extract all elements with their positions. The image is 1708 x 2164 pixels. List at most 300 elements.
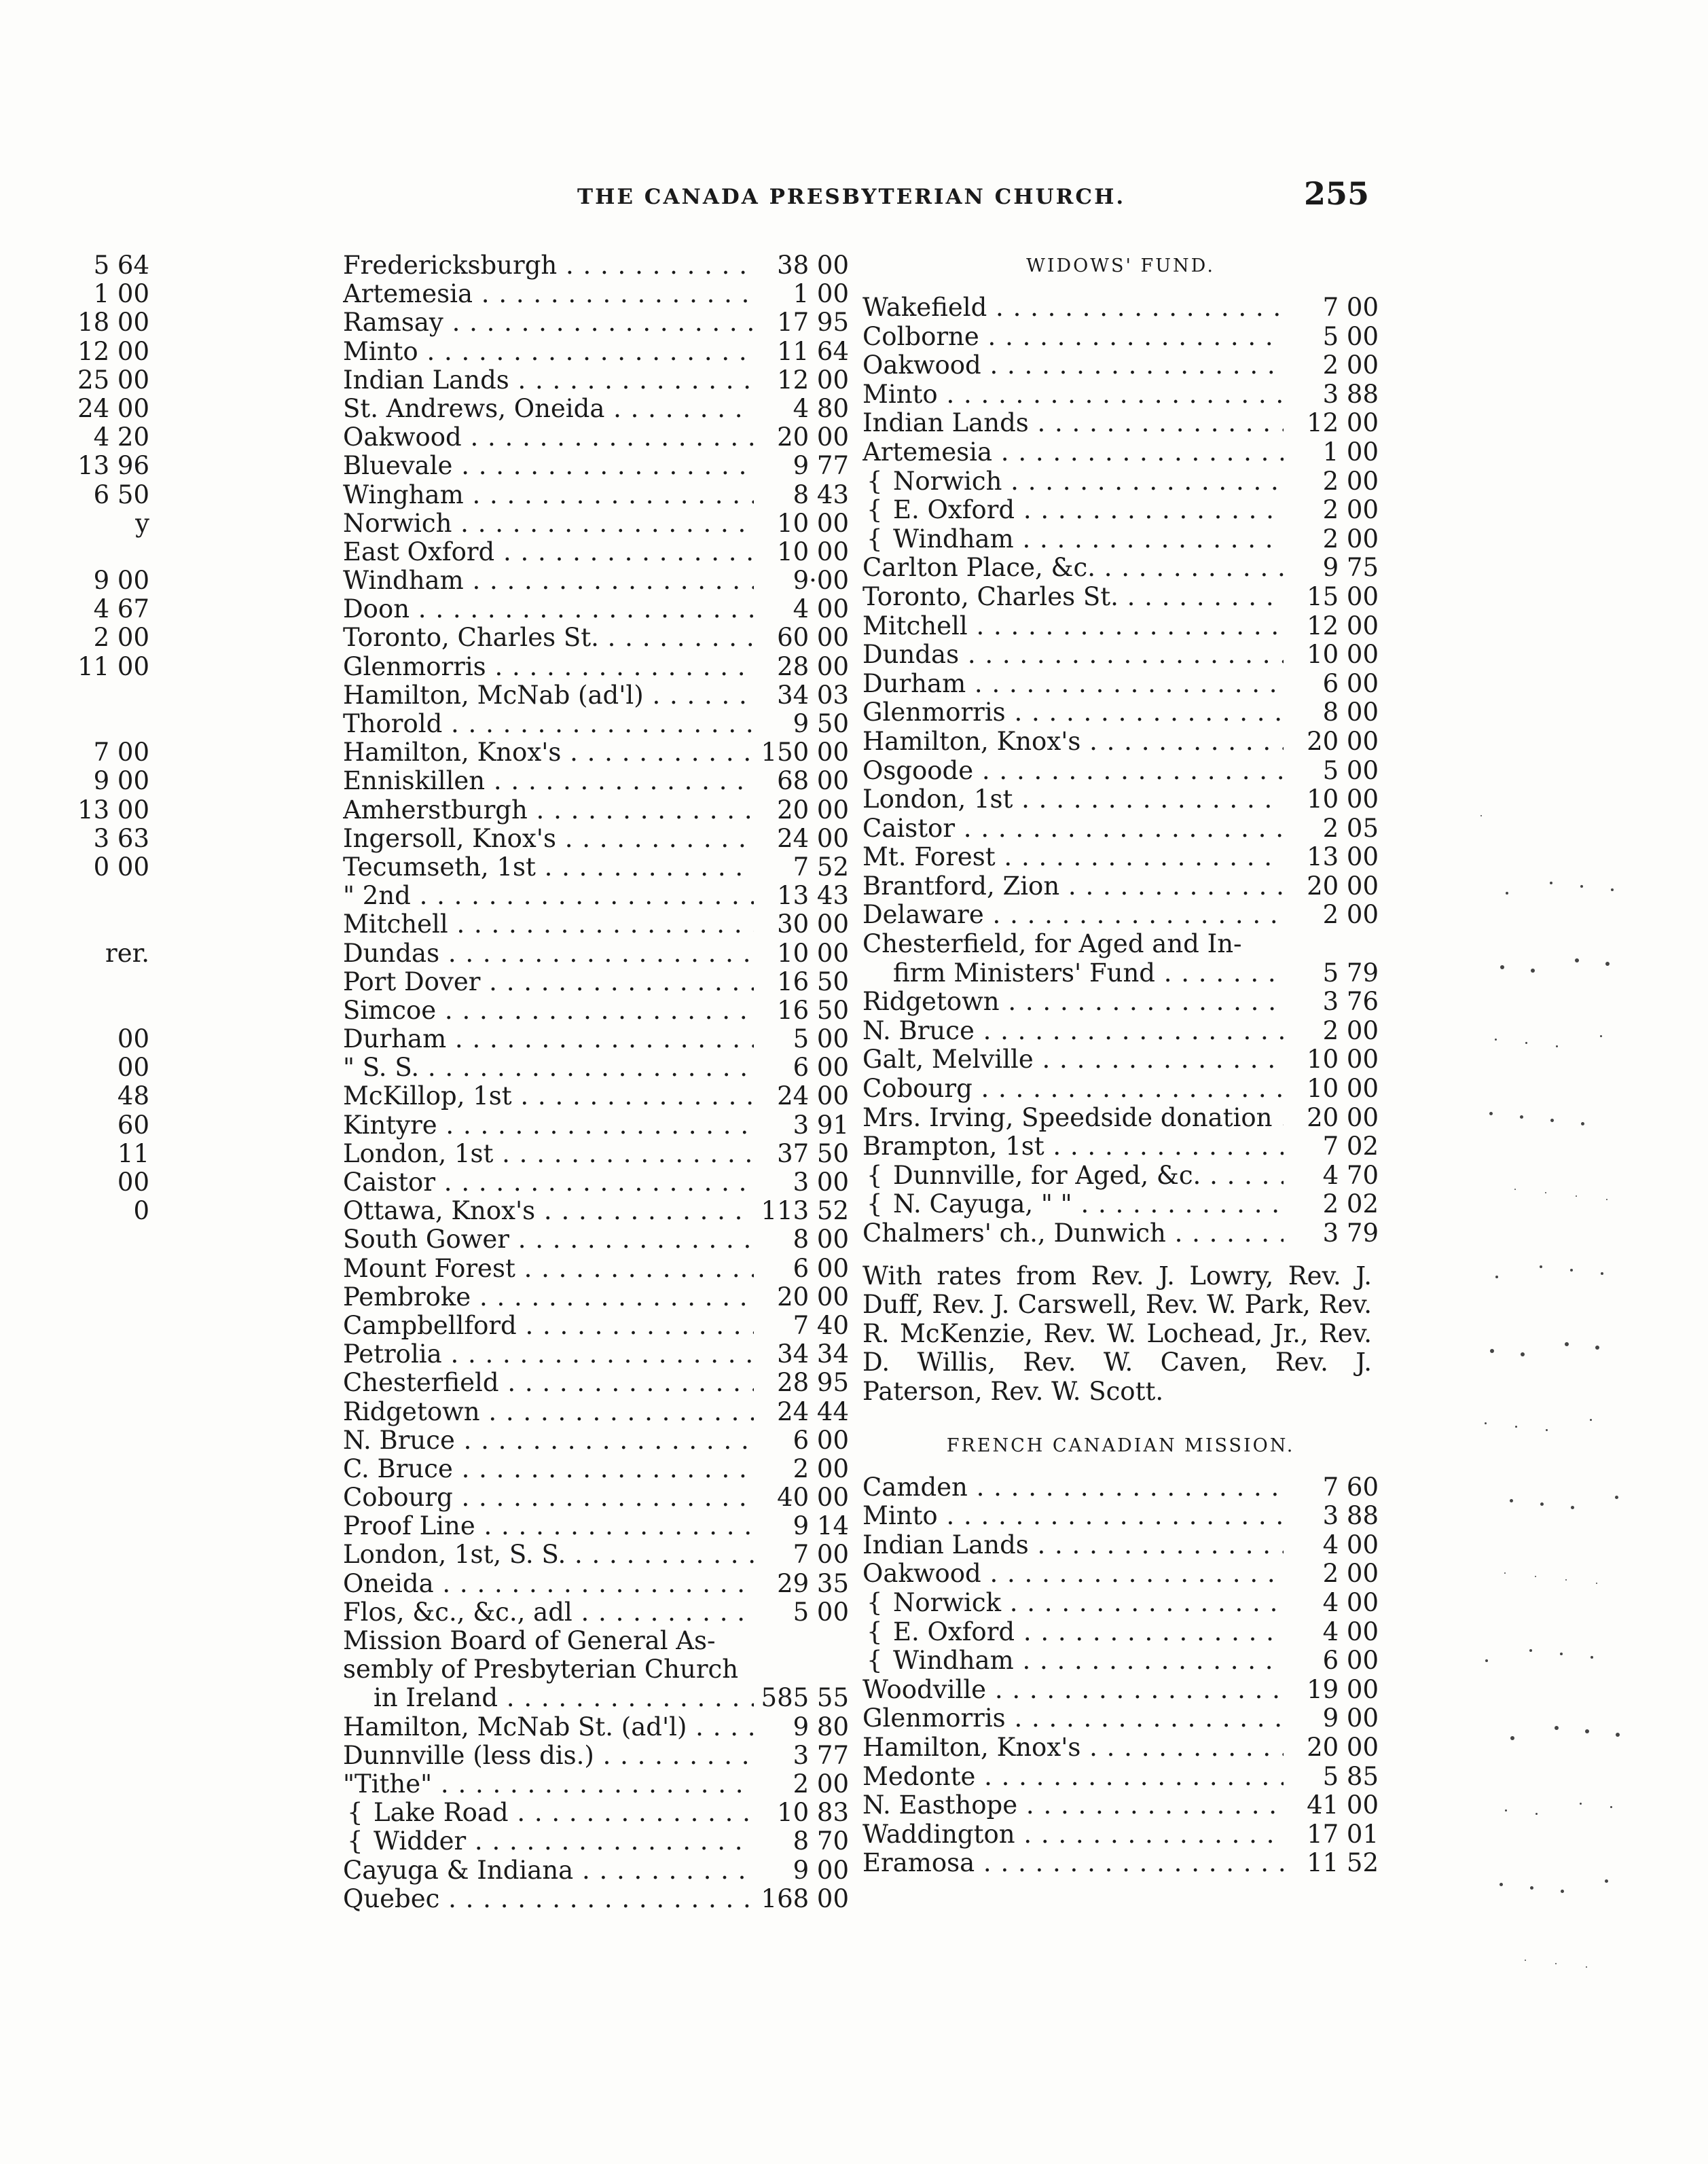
entry-name: Minto . . . — [862, 1502, 1284, 1531]
entry-amount: 3 79 — [1322, 1219, 1379, 1248]
entry-name: Oakwood . . . — [343, 423, 754, 452]
entry-name: Caistor . . . — [343, 1168, 754, 1197]
entry-name: Hamilton, Knox's . . . — [343, 738, 754, 767]
entry-name: { N. Cayuga, " " . . . — [862, 1190, 1284, 1219]
entry-amount: 4 00 — [793, 594, 849, 624]
ledger-row — [343, 1426, 849, 1455]
ledger-row — [343, 452, 849, 480]
ledger-row — [343, 423, 849, 452]
entry-amount: 5 85 — [1322, 1761, 1379, 1791]
entry-name: Toronto, Charles St. . . . — [862, 583, 1284, 612]
entry-name: Caistor . . . — [862, 814, 1284, 844]
entry-amount: 12 00 — [1307, 408, 1379, 438]
speck — [1521, 1352, 1525, 1356]
speck — [1565, 1579, 1567, 1581]
entry-name: in Ireland . . . — [343, 1684, 754, 1712]
speck — [1585, 1729, 1589, 1733]
ledger-row — [343, 509, 849, 538]
speck — [1601, 1272, 1603, 1275]
entry-name: Durham . . . — [862, 670, 1284, 699]
ledger-row — [862, 1763, 1379, 1792]
entry-name: { Windham . . . — [862, 1646, 1284, 1676]
ledger-row — [343, 1197, 849, 1225]
ledger-row — [343, 566, 849, 595]
ledger-row — [343, 1570, 849, 1598]
entry-name: Waddington . . . — [862, 1820, 1284, 1850]
entry-name: Carlton Place, &c. . . . — [862, 554, 1284, 583]
speck — [1581, 1122, 1584, 1125]
entry-name: Durham . . . — [343, 1025, 754, 1053]
entry-amount: 3 00 — [793, 1168, 849, 1197]
entry-amount: 10 00 — [1307, 640, 1379, 670]
ledger-row — [343, 1369, 849, 1397]
entry-amount: 17 95 — [777, 308, 849, 338]
entry-amount: 17 01 — [1307, 1819, 1379, 1849]
ledger-row — [343, 1053, 849, 1082]
entry-amount: 2 00 — [1322, 350, 1379, 380]
entry-amount: 20 00 — [1307, 726, 1379, 756]
speck — [1605, 962, 1610, 966]
entry-amount: 9 50 — [793, 709, 849, 738]
entry-amount: 2 00 — [1322, 495, 1379, 525]
entry-name: St. Andrews, Oneida . . . — [343, 395, 754, 423]
entry-amount: 4 00 — [1322, 1587, 1379, 1617]
entry-amount: 7 60 — [1322, 1472, 1379, 1502]
entry-amount: 4 70 — [1322, 1160, 1379, 1190]
ledger-row — [862, 641, 1379, 670]
speck — [1485, 1422, 1487, 1424]
entry-amount: 4 80 — [793, 393, 849, 423]
entry-name: Doon . . . — [343, 595, 754, 624]
ledger-row — [343, 1684, 849, 1712]
entry-name: " 2nd . . . — [343, 882, 754, 910]
speck — [1536, 1813, 1538, 1815]
ledger-row — [343, 1111, 849, 1140]
entry-name: sembly of Presbyterian Church — [343, 1655, 739, 1684]
speck — [1596, 1583, 1597, 1584]
speck — [1616, 1733, 1620, 1737]
speck — [1510, 1499, 1513, 1502]
ledger-row — [862, 843, 1379, 872]
entry-amount: 20 00 — [777, 422, 849, 452]
entry-amount: 113 52 — [761, 1196, 849, 1226]
speck — [1514, 1189, 1516, 1190]
margin-amount: 7 00 — [93, 738, 149, 768]
entry-amount: 68 00 — [777, 766, 849, 796]
ledger-row — [862, 351, 1379, 380]
entry-name: Mitchell . . . — [343, 910, 754, 939]
entry-name: Dundas . . . — [343, 939, 754, 968]
entry-name: Hamilton, Knox's . . . — [862, 1733, 1284, 1763]
entry-amount: 28 00 — [777, 651, 849, 681]
speck — [1611, 888, 1614, 891]
margin-amount: 24 00 — [77, 393, 149, 423]
margin-amount: 18 00 — [77, 308, 149, 338]
ledger-row — [343, 538, 849, 566]
speck — [1605, 1879, 1608, 1883]
entry-amount: 4 00 — [1322, 1530, 1379, 1559]
ledger-row — [862, 1132, 1379, 1161]
speck — [1555, 1726, 1559, 1730]
entry-amount: 15 00 — [1307, 581, 1379, 611]
ledger-row — [343, 853, 849, 882]
ledger-row — [343, 825, 849, 853]
ledger-row — [343, 653, 849, 681]
ledger-row — [862, 785, 1379, 814]
entry-name: Ridgetown . . . — [343, 1398, 754, 1426]
ledger-row — [343, 481, 849, 509]
entry-name: { E. Oxford . . . — [862, 1618, 1284, 1647]
entry-name: " S. S. . . . — [343, 1053, 754, 1082]
page-number: 255 — [1304, 175, 1370, 212]
entry-name: { Dunnville, for Aged, &c. . . . — [862, 1161, 1284, 1191]
entry-name: Flos, &c., &c., adl . . . — [343, 1598, 754, 1627]
entry-name: Hamilton, McNab St. (ad'l) . . . — [343, 1713, 754, 1742]
entry-amount: 5 00 — [793, 1024, 849, 1054]
ledger-row — [343, 624, 849, 652]
funds-column — [862, 251, 1379, 1878]
margin-amount — [14, 710, 149, 738]
speck — [1591, 1656, 1593, 1659]
margin-amount: 4 67 — [93, 594, 149, 624]
ledger-row — [862, 1849, 1379, 1878]
entry-amount: 6 00 — [1322, 1646, 1379, 1676]
entry-name: Kintyre . . . — [343, 1111, 754, 1140]
entry-amount: 7 02 — [1322, 1132, 1379, 1161]
entry-amount: 40 00 — [777, 1483, 849, 1513]
entry-amount: 1 00 — [1322, 437, 1379, 467]
entry-amount: 3 88 — [1322, 379, 1379, 409]
entry-name: Galt, Melville . . . — [862, 1045, 1284, 1075]
entry-amount: 3 88 — [1322, 1501, 1379, 1531]
ledger-row — [862, 1704, 1379, 1733]
entry-name: Camden . . . — [862, 1473, 1284, 1502]
entry-name: Indian Lands . . . — [343, 366, 754, 395]
entry-name: Glenmorris . . . — [862, 698, 1284, 727]
speck — [1490, 1349, 1494, 1353]
ledger-row — [343, 1398, 849, 1426]
ledger-row — [343, 1312, 849, 1340]
entry-amount: 9 00 — [793, 1855, 849, 1885]
entry-name: Medonte . . . — [862, 1763, 1284, 1792]
entry-amount: 9 80 — [793, 1712, 849, 1742]
entry-amount: 10 00 — [1307, 1074, 1379, 1104]
ledger-row — [343, 1255, 849, 1283]
margin-amount — [14, 882, 149, 910]
ledger-row — [862, 467, 1379, 497]
entry-name: Ramsay . . . — [343, 308, 754, 337]
ledger-row — [343, 968, 849, 996]
margin-amount: 5 64 — [93, 251, 149, 280]
entry-amount: 13 43 — [777, 881, 849, 911]
ledger-row — [862, 496, 1379, 525]
entry-amount: 29 35 — [777, 1568, 849, 1598]
speck — [1495, 1039, 1497, 1041]
entry-amount: 6 00 — [1322, 668, 1379, 698]
entry-name: { Norwick . . . — [862, 1589, 1284, 1618]
speck — [1575, 958, 1579, 962]
entry-name: N. Bruce . . . — [862, 1017, 1284, 1046]
margin-amount: 48 — [117, 1081, 149, 1111]
entry-name: Cobourg . . . — [862, 1075, 1284, 1104]
entry-amount: 10 83 — [777, 1798, 849, 1828]
entry-amount: 3 76 — [1322, 987, 1379, 1017]
speck — [1600, 1035, 1602, 1037]
ledger-row — [862, 409, 1379, 438]
entry-amount: 9 77 — [793, 451, 849, 481]
entry-amount: 28 95 — [777, 1368, 849, 1398]
speck — [1529, 1649, 1532, 1652]
speck — [1560, 1653, 1563, 1655]
entry-name: Colborne . . . — [862, 323, 1284, 352]
ledger-row — [862, 1075, 1379, 1104]
entry-amount: 12 00 — [1307, 611, 1379, 641]
entry-name: Ridgetown . . . — [862, 988, 1284, 1017]
entry-amount: 20 00 — [1307, 1732, 1379, 1762]
entry-name: Artemesia . . . — [862, 438, 1284, 467]
ledger-row — [343, 308, 849, 337]
entry-amount: 6 00 — [793, 1425, 849, 1455]
margin-amount: 9 00 — [93, 566, 149, 596]
running-title: THE CANADA PRESBYTERIAN CHURCH. — [577, 185, 1126, 209]
ledger-row — [343, 395, 849, 423]
entry-name: Oakwood . . . — [862, 1559, 1284, 1589]
entry-amount: 16 50 — [777, 967, 849, 996]
speck — [1525, 1960, 1526, 1961]
entry-amount: 2 00 — [793, 1769, 849, 1799]
ledger-row — [862, 872, 1379, 901]
entry-name: Proof Line . . . — [343, 1512, 754, 1540]
margin-amount: 4 20 — [93, 422, 149, 452]
entry-name: Dundas . . . — [862, 641, 1284, 670]
margin-amount: 00 — [117, 1024, 149, 1054]
ledger-row — [343, 1799, 849, 1827]
entry-amount: 34 03 — [777, 680, 849, 710]
ledger-row — [862, 1589, 1379, 1618]
entry-name: Eramosa . . . — [862, 1849, 1284, 1878]
entry-name: Indian Lands . . . — [862, 409, 1284, 438]
ledger-row — [862, 1190, 1379, 1219]
speck — [1595, 1346, 1599, 1350]
ledger-row — [862, 612, 1379, 641]
ledger-row — [862, 1161, 1379, 1191]
ledger-row — [343, 1770, 849, 1799]
entry-amount: 5 00 — [1322, 755, 1379, 785]
entry-amount: 10 00 — [777, 938, 849, 968]
entry-name: N. Easthope . . . — [862, 1791, 1284, 1820]
entry-name: firm Ministers' Fund . . . — [862, 959, 1284, 988]
speck — [1606, 1199, 1607, 1200]
entry-amount: 7 00 — [1322, 293, 1379, 322]
margin-amount: 0 — [133, 1196, 149, 1226]
entry-name: Campbellford . . . — [343, 1312, 754, 1340]
ledger-row — [862, 525, 1379, 554]
speck — [1531, 969, 1535, 973]
speck — [1550, 1119, 1554, 1122]
ledger-row — [862, 583, 1379, 612]
speck — [1556, 1045, 1558, 1047]
ledger-row — [343, 1540, 849, 1569]
speck — [1515, 1426, 1517, 1428]
entry-amount: 20 00 — [1307, 1102, 1379, 1132]
entry-name: N. Bruce . . . — [343, 1426, 754, 1455]
margin-amount: 60 — [117, 1110, 149, 1140]
entry-amount: 7 52 — [793, 852, 849, 882]
entry-name: Ingersoll, Knox's . . . — [343, 825, 754, 853]
speck — [1495, 1276, 1498, 1278]
entry-amount: 2 00 — [1322, 1559, 1379, 1589]
entry-amount: 16 50 — [777, 995, 849, 1025]
entry-amount: 10 00 — [777, 508, 849, 538]
entry-amount: 9·00 — [793, 566, 849, 596]
speck — [1555, 1963, 1557, 1964]
margin-amount — [14, 996, 149, 1025]
entry-amount: 24 44 — [777, 1396, 849, 1426]
margin-amount: 9 00 — [93, 766, 149, 796]
entry-name: "Tithe" . . . — [343, 1770, 754, 1799]
ledger-row — [862, 1502, 1379, 1531]
entry-amount: 2 05 — [1322, 813, 1379, 843]
margin-amount: 1 00 — [93, 279, 149, 309]
speck — [1586, 1966, 1587, 1968]
ledger-row — [343, 710, 849, 738]
entry-amount: 7 00 — [793, 1540, 849, 1570]
entry-amount: 10 00 — [1307, 785, 1379, 814]
ledger-row — [343, 1598, 849, 1627]
ledger-row — [343, 1225, 849, 1254]
entry-amount: 37 50 — [777, 1138, 849, 1168]
entry-name: Glenmorris . . . — [862, 1704, 1284, 1733]
entry-amount: 5 00 — [1322, 321, 1379, 351]
speck — [1480, 815, 1482, 816]
entry-name: Quebec . . . — [343, 1885, 754, 1913]
ledger-row — [343, 1455, 849, 1483]
entry-name: Indian Lands . . . — [862, 1531, 1284, 1560]
margin-amount — [14, 681, 149, 710]
entry-name: Wingham . . . — [343, 481, 754, 509]
ledger-row — [862, 930, 1379, 959]
entry-name: Dunnville (less dis.) . . . — [343, 1742, 754, 1770]
speck — [1535, 1576, 1536, 1577]
entry-amount: 10 00 — [1307, 1045, 1379, 1075]
entry-amount: 19 00 — [1307, 1674, 1379, 1704]
ledger-row — [862, 1618, 1379, 1647]
entry-amount: 10 00 — [777, 537, 849, 566]
ledger-row — [343, 910, 849, 939]
speck — [1485, 1659, 1488, 1662]
ledger-row — [343, 767, 849, 795]
speck — [1576, 1195, 1577, 1197]
margin-amount — [14, 538, 149, 566]
entry-amount: 2 00 — [1322, 900, 1379, 930]
margin-amount — [14, 910, 149, 939]
margin-amount: 6 50 — [93, 480, 149, 509]
ledger-row — [343, 996, 849, 1025]
ledger-row — [862, 1791, 1379, 1820]
ledger-row — [343, 1827, 849, 1856]
entry-amount: 12 00 — [777, 365, 849, 395]
ledger-row — [343, 1627, 849, 1655]
margin-amount: 00 — [117, 1053, 149, 1083]
speck — [1580, 1803, 1582, 1805]
ledger-row — [862, 293, 1379, 323]
entry-name: Wakefield . . . — [862, 293, 1284, 323]
entry-amount: 150 00 — [761, 738, 849, 768]
margin-amount: 11 — [117, 1138, 149, 1168]
entry-amount: 7 40 — [793, 1310, 849, 1340]
speck — [1489, 1112, 1493, 1115]
speck — [1570, 1269, 1573, 1272]
entry-name: Woodville . . . — [862, 1676, 1284, 1705]
ledger-row — [862, 959, 1379, 988]
margin-amount: 13 96 — [77, 451, 149, 481]
margin-amount: 00 — [117, 1168, 149, 1197]
ledger-row — [862, 1045, 1379, 1075]
speck — [1561, 1890, 1564, 1893]
entry-amount: 2 00 — [1322, 1015, 1379, 1045]
entry-amount: 41 00 — [1307, 1790, 1379, 1820]
entry-amount: 168 00 — [761, 1883, 849, 1913]
entry-amount: 30 00 — [777, 909, 849, 939]
ledger-row — [862, 901, 1379, 930]
entry-name: { Windham . . . — [862, 525, 1284, 554]
entry-name: Bluevale . . . — [343, 452, 754, 480]
entry-amount: 3 91 — [793, 1110, 849, 1140]
entry-amount: 5 79 — [1322, 958, 1379, 988]
speck — [1540, 1502, 1544, 1506]
entry-name: Norwich . . . — [343, 509, 754, 538]
ledger-row — [862, 1473, 1379, 1502]
entry-name: Amherstburgh . . . — [343, 796, 754, 825]
ledger-row — [343, 366, 849, 395]
speck — [1565, 1342, 1569, 1346]
ledger-row — [343, 1655, 849, 1684]
entry-amount: 24 00 — [777, 1081, 849, 1111]
entry-name: { Lake Road . . . — [343, 1799, 754, 1827]
entry-name: Minto . . . — [862, 380, 1284, 410]
ledger-row — [343, 1082, 849, 1111]
margin-amount: 0 00 — [93, 852, 149, 882]
entry-amount: 60 00 — [777, 623, 849, 653]
speck — [1545, 1192, 1546, 1193]
entry-name: Hamilton, McNab (ad'l) . . . — [343, 681, 754, 710]
speck — [1615, 1496, 1618, 1499]
ledger-row — [343, 796, 849, 825]
contributions-column — [343, 251, 849, 1913]
entry-amount: 34 34 — [777, 1339, 849, 1369]
entry-name: Osgoode . . . — [862, 757, 1284, 786]
entry-name: Mount Forest . . . — [343, 1255, 754, 1283]
ledger-row — [862, 698, 1379, 727]
speck — [1510, 1736, 1514, 1740]
speck — [1610, 1806, 1612, 1808]
page-header — [0, 175, 1708, 223]
ledger-row — [343, 280, 849, 308]
entry-amount: 9 00 — [1322, 1703, 1379, 1733]
entry-name: Chalmers' ch., Dunwich . . . — [862, 1219, 1284, 1248]
entry-name: Chesterfield, for Aged and In- — [862, 930, 1242, 959]
ledger-row — [862, 1676, 1379, 1705]
ledger-row — [862, 438, 1379, 467]
french-mission-list — [862, 1473, 1379, 1878]
ledger-row — [343, 251, 849, 280]
ledger-row — [862, 670, 1379, 699]
ledger-row — [862, 1104, 1379, 1133]
entry-amount: 13 00 — [1307, 842, 1379, 872]
widows-fund-heading: WIDOWS' FUND. — [1026, 255, 1215, 276]
entry-amount: 5 00 — [793, 1597, 849, 1627]
entry-amount: 8 43 — [793, 480, 849, 509]
